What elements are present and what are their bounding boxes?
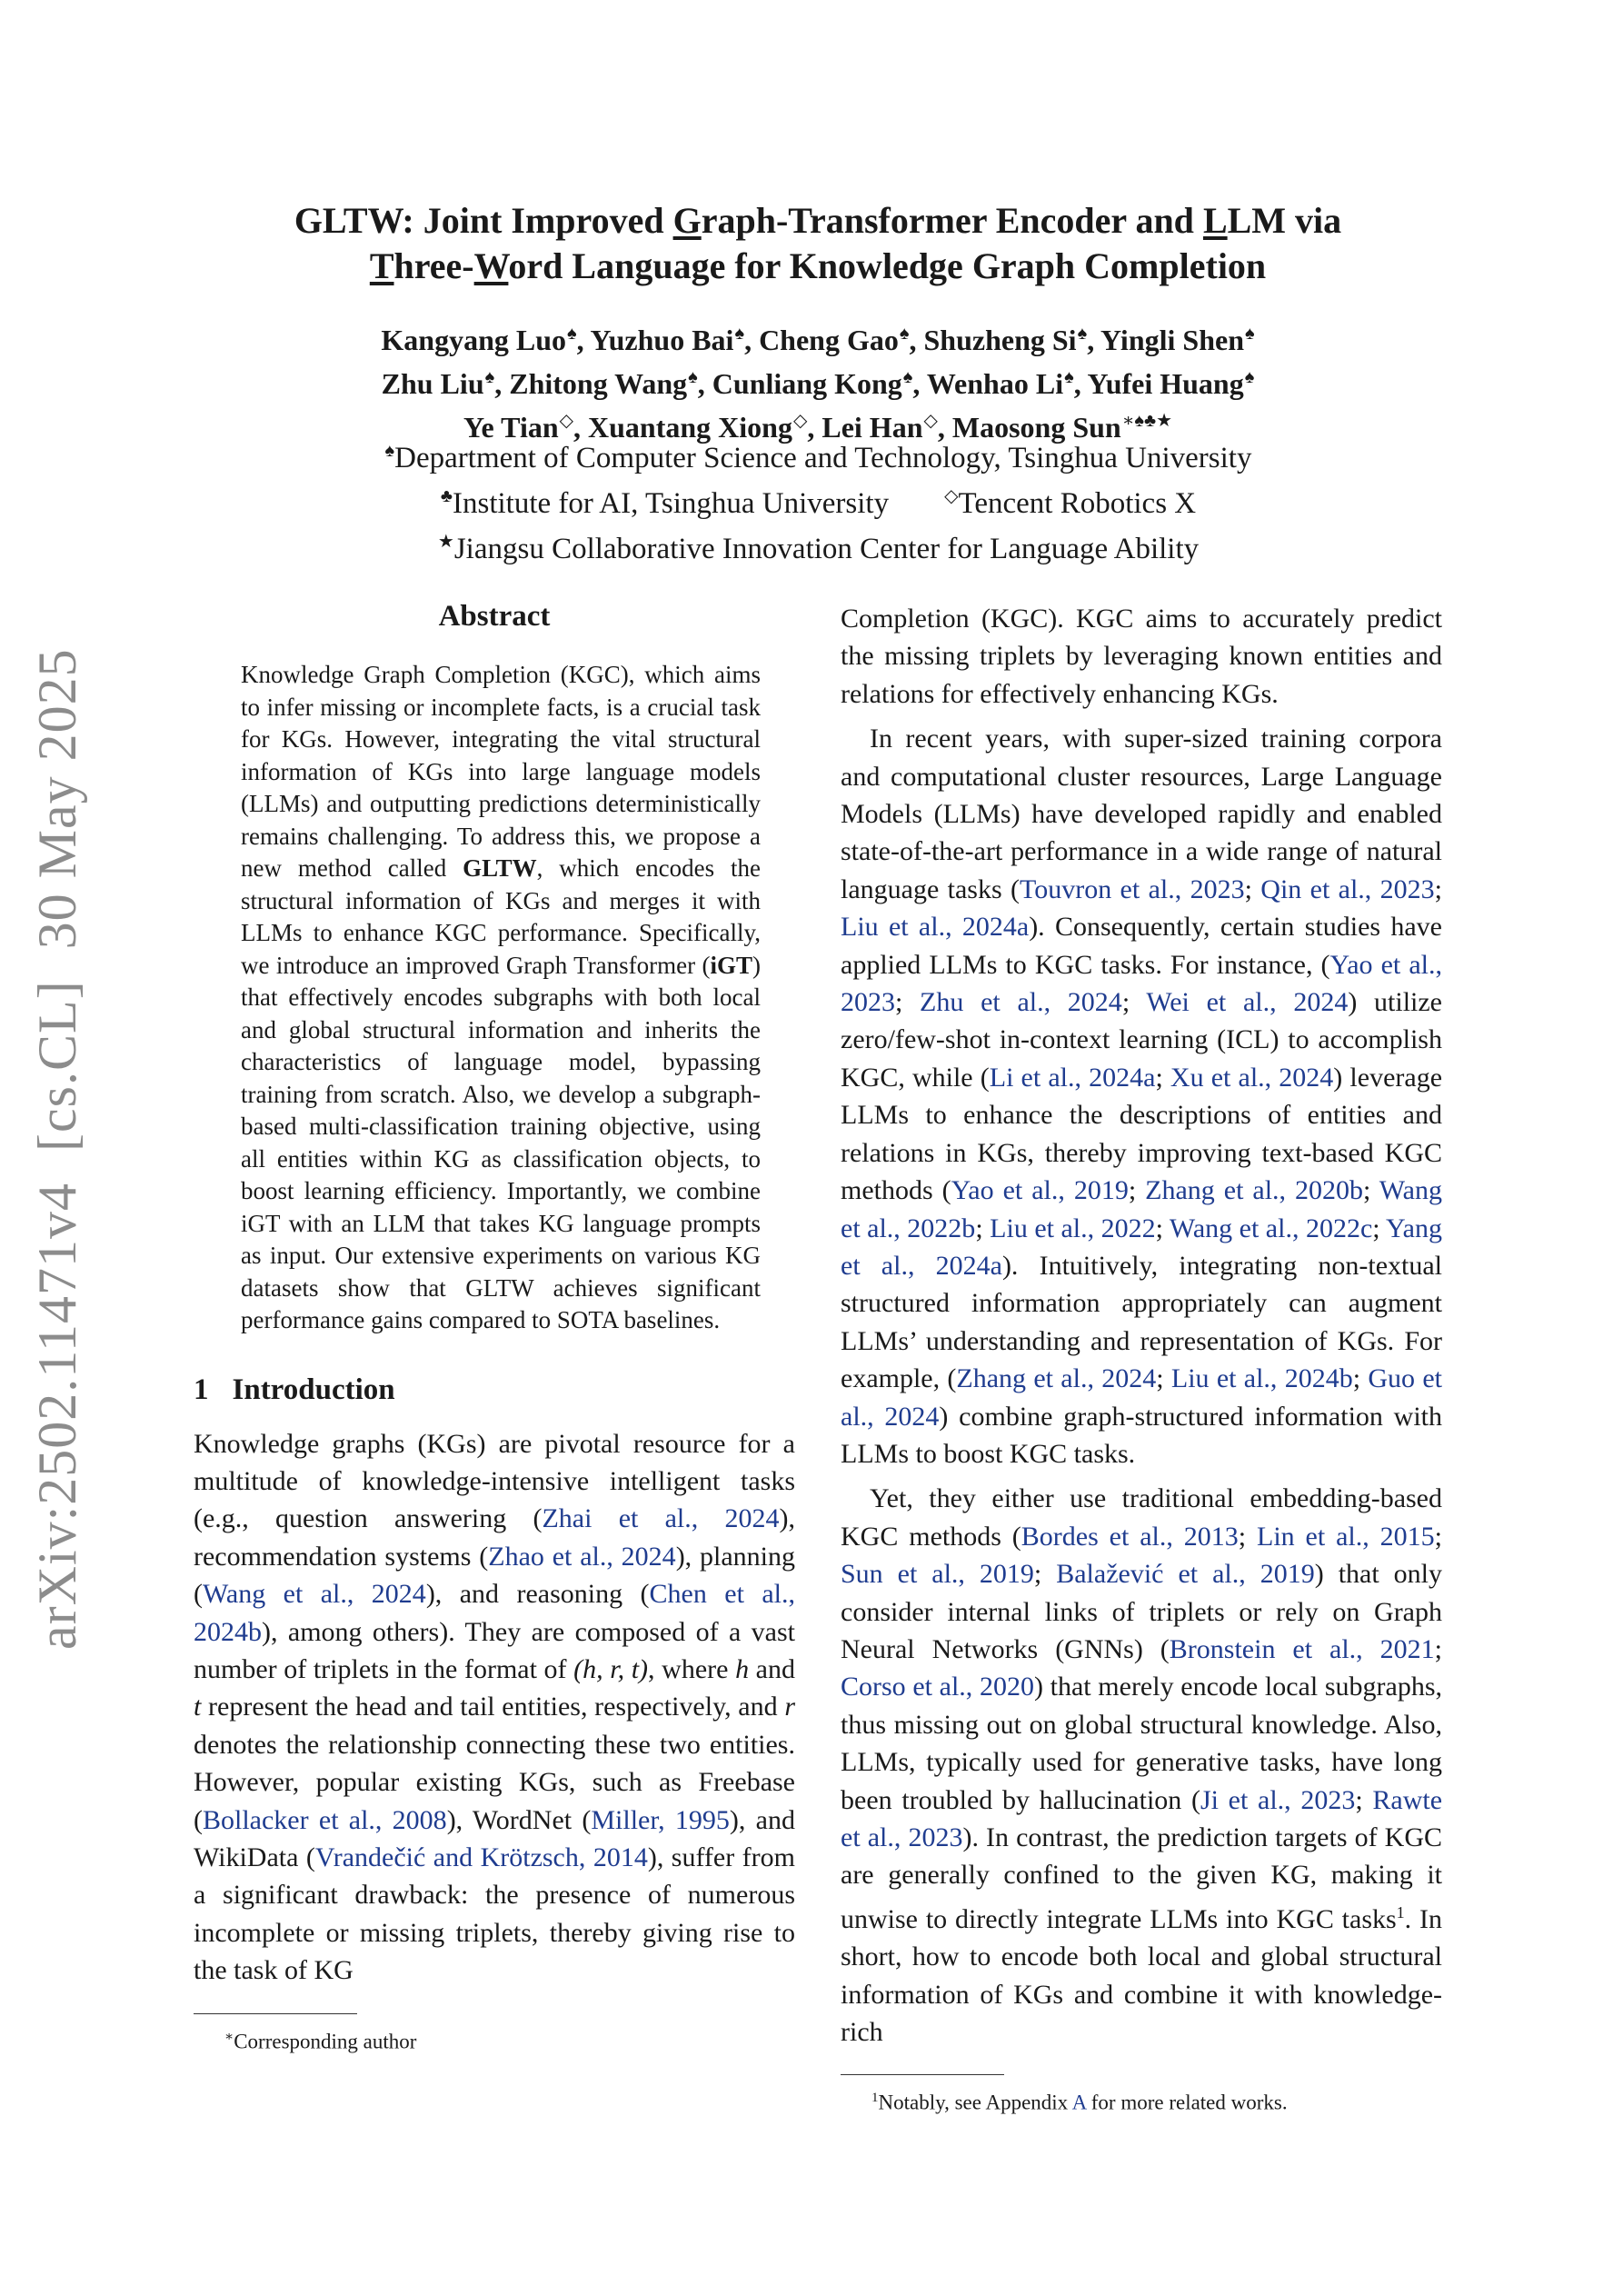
right-paragraph-3: Yet, they either use traditional embedding-based KGC methods (Bordes et al., 2013; Lin et al., 2015; Sun et al., 2019; Balažević et al., 2019) that only consider internal links of triplets or rely on Graph Neural Networks (GNNs) (Bronstein et al., 2021; Corso et al., 2020) that merely encode local subgraphs, thus missing out on global structural knowledge. Also, LLMs, typically used for generative tasks, have long been troubled by hallucination (Ji et al., 2023; Rawte et al., 2023). In contrast, the prediction targets of KGC are generally confined to the given KG, making it unwise to directly integrate LLMs into KGC tasks$^1$. In short, how to encode both local and global structural information of KGs and combine it with knowledge-rich	[841, 1483, 1443, 2048]
citation-link[interactable]: Yao et al., 2019	[951, 1175, 1129, 1206]
footnote-marker[interactable]: 1	[1396, 1902, 1405, 1922]
citation-link[interactable]: Liu et al., 2022	[990, 1213, 1156, 1243]
appendix-link[interactable]: A	[1071, 2091, 1086, 2115]
citation-link[interactable]: Vrandečić and Krötzsch, 2014	[314, 1842, 648, 1872]
citation-link[interactable]: Touvron et al., 2023	[1019, 873, 1245, 904]
right-paragraph-1: Completion (KGC). KGC aims to accurately predict the missing triplets by leveraging known entities and relations for effectively enhancing KGs.	[841, 604, 1442, 709]
abstract-body: Knowledge Graph Completion (KGC), which aims to infer missing or incomplete facts, is a crucial task for KGs. However, integrating the vital structural information of KGs into large language models (LLMs) and outputting predictions deterministically remains challenging. To address this, we propose a new method called GLTW, which encodes the structural information of KGs and merges it with LLMs to enhance KGC performance. Specifically, we introduce an improved Graph Transformer (iGT) that effectively encodes subgraphs with both local and global structural information and inherits the characteristics of language model, bypassing training from scratch. Also, we develop a subgraph-based multi-classification training objective, using all entities within KG as classification objects, to boost learning efficiency. Importantly, we combine iGT with an LLM that takes KG language prompts as input. Our extensive experiments on various KG datasets show that GLTW achieves significant performance gains compared to SOTA baselines.	[241, 661, 761, 1333]
citation-link[interactable]: Guo et al., 2024	[841, 1363, 1442, 1432]
citation-link[interactable]: Sun et al., 2019	[841, 1559, 1034, 1590]
intro-paragraph: Knowledge graphs (KGs) are pivotal resource for a multitude of knowledge-intensive intelligent tasks (e.g., question answering (Zhai et al., 2024), recommendation systems (Zhao et al., 2024), planning (Wang et al., 2024), and reasoning (Chen et al., 2024b), among others). They are composed of a vast number of triplets in the format of (h, r, t), where h and t represent the head and tail entities, respectively, and r denotes the relationship connecting these two entities. However, popular existing KGs, such as Freebase (Bollacker et al., 2008), WordNet (Miller, 1995), and WikiData (Vrandečić and Krötzsch, 2014), suffer from a significant drawback: the presence of numerous incomplete or missing triplets, thereby giving rise to the task of KG	[194, 1428, 796, 1986]
citation-link[interactable]: Wei et al., 2024	[1146, 987, 1349, 1018]
citation-link[interactable]: Zhu et al., 2024	[920, 987, 1122, 1018]
arxiv-stamp	[25, 648, 89, 1650]
citation-link[interactable]: Miller, 1995	[591, 1804, 730, 1835]
right-paragraph-2: In recent years, with super-sized training corpora and computational cluster resources, Large Language Models (LLMs) have developed rapidly and enabled state-of-the-art performance in a wide range of natural language tasks (Touvron et al., 2023; Qin et al., 2023; Liu et al., 2024a). Consequently, certain studies have applied LLMs to KGC tasks. For instance, (Yao et al., 2023; Zhu et al., 2024; Wei et al., 2024) utilize zero/few-shot in-context learning (ICL) to accomplish KGC, while (Li et al., 2024a; Xu et al., 2024) leverage LLMs to enhance the descriptions of entities and relations in KGs, thereby improving text-based KGC methods (Yao et al., 2019; Zhang et al., 2020b; Wang et al., 2022b; Liu et al., 2022; Wang et al., 2022c; Yang et al., 2024a). Intuitively, integrating non-textual structured information appropriately can augment LLMs’ understanding and representation of KGs. For example, (Zhang et al., 2024; Liu et al., 2024b; Guo et al., 2024) combine graph-structured information with LLMs to boost KGC tasks.	[841, 724, 1443, 1469]
citation-link[interactable]: Bronstein et al., 2021	[1169, 1633, 1435, 1664]
citation-link[interactable]: Li et al., 2024a	[989, 1062, 1156, 1093]
citation-link[interactable]: Yang et al., 2024a	[841, 1213, 1442, 1281]
citation-link[interactable]: Qin et al., 2023	[1260, 873, 1435, 904]
left-column	[194, 600, 795, 2055]
footnote-corresponding: ∗Corresponding author	[224, 2029, 417, 2053]
author-list	[145, 315, 1490, 446]
citation-link[interactable]: Balažević et al., 2019	[1056, 1559, 1315, 1590]
citation-link[interactable]: Zhao et al., 2024	[488, 1541, 676, 1572]
citation-link[interactable]: Wang et al., 2024	[203, 1579, 426, 1610]
citation-link[interactable]: Liu et al., 2024b	[1170, 1363, 1353, 1394]
footnote-rule	[841, 2074, 1004, 2075]
author-line-3: Ye Tian◇, Xuantang Xiong◇, Lei Han◇, Maosong Sun∗♠♣★	[463, 411, 1172, 444]
affiliation-4: ★Jiangsu Collaborative Innovation Center for Language Ability	[437, 532, 1200, 565]
footnote-1: $^1$Notably, see Appendix A for more related works.	[871, 2091, 1288, 2115]
affiliation-2-3: ♣Institute for AI, Tsinghua University ◇Tencent Robotics X	[440, 486, 1197, 520]
citation-link[interactable]: Ji et al., 2023	[1200, 1784, 1356, 1815]
citation-link[interactable]: Liu et al., 2024a	[841, 912, 1030, 943]
author-line-2: Zhu Liu♠, Zhitong Wang♠, Cunliang Kong♠, Wenhao Li♠, Yufei Huang♠	[381, 367, 1255, 400]
right-column	[841, 600, 1442, 2117]
citation-link[interactable]: Chen et al., 2024b	[194, 1579, 795, 1647]
arxiv-date: 30 May 2025	[26, 648, 87, 950]
citation-link[interactable]: Zhang et al., 2020b	[1145, 1175, 1363, 1206]
citation-link[interactable]: Wang et al., 2022c	[1169, 1213, 1373, 1243]
section-heading-introduction: 1 Introduction	[194, 1373, 395, 1406]
citation-link[interactable]: Xu et al., 2024	[1170, 1062, 1334, 1093]
arxiv-id: arXiv:2502.11471v4	[26, 1182, 87, 1650]
abstract-heading: Abstract	[438, 600, 551, 633]
citation-link[interactable]: Yao et al., 2023	[841, 949, 1442, 1018]
citation-link[interactable]: Bollacker et al., 2008	[203, 1804, 447, 1835]
paper-title: GLTW: Joint Improved Graph-Transformer Encoder and LLM via Three-Word Language for Knowledge Graph Completion	[294, 200, 1342, 286]
affiliations	[145, 432, 1490, 568]
citation-link[interactable]: Corso et al., 2020	[841, 1672, 1034, 1702]
footnote-rule	[194, 2013, 357, 2014]
arxiv-category: [cs.CL]	[26, 980, 87, 1152]
citation-link[interactable]: Rawte et al., 2023	[841, 1784, 1443, 1852]
citation-link[interactable]: Zhang et al., 2024	[956, 1363, 1157, 1394]
citation-link[interactable]: Bordes et al., 2013	[1021, 1521, 1239, 1552]
citation-link[interactable]: Lin et al., 2015	[1257, 1521, 1435, 1552]
citation-link[interactable]: Zhai et al., 2024	[542, 1503, 780, 1534]
author-line-1: Kangyang Luo♠, Yuzhuo Bai♠, Cheng Gao♠, Shuzheng Si♠, Yingli Shen♠	[381, 324, 1255, 356]
citation-link[interactable]: Wang et al., 2022b	[841, 1175, 1442, 1243]
affiliation-1: ♠Department of Computer Science and Technology, Tsinghua University	[384, 441, 1252, 474]
